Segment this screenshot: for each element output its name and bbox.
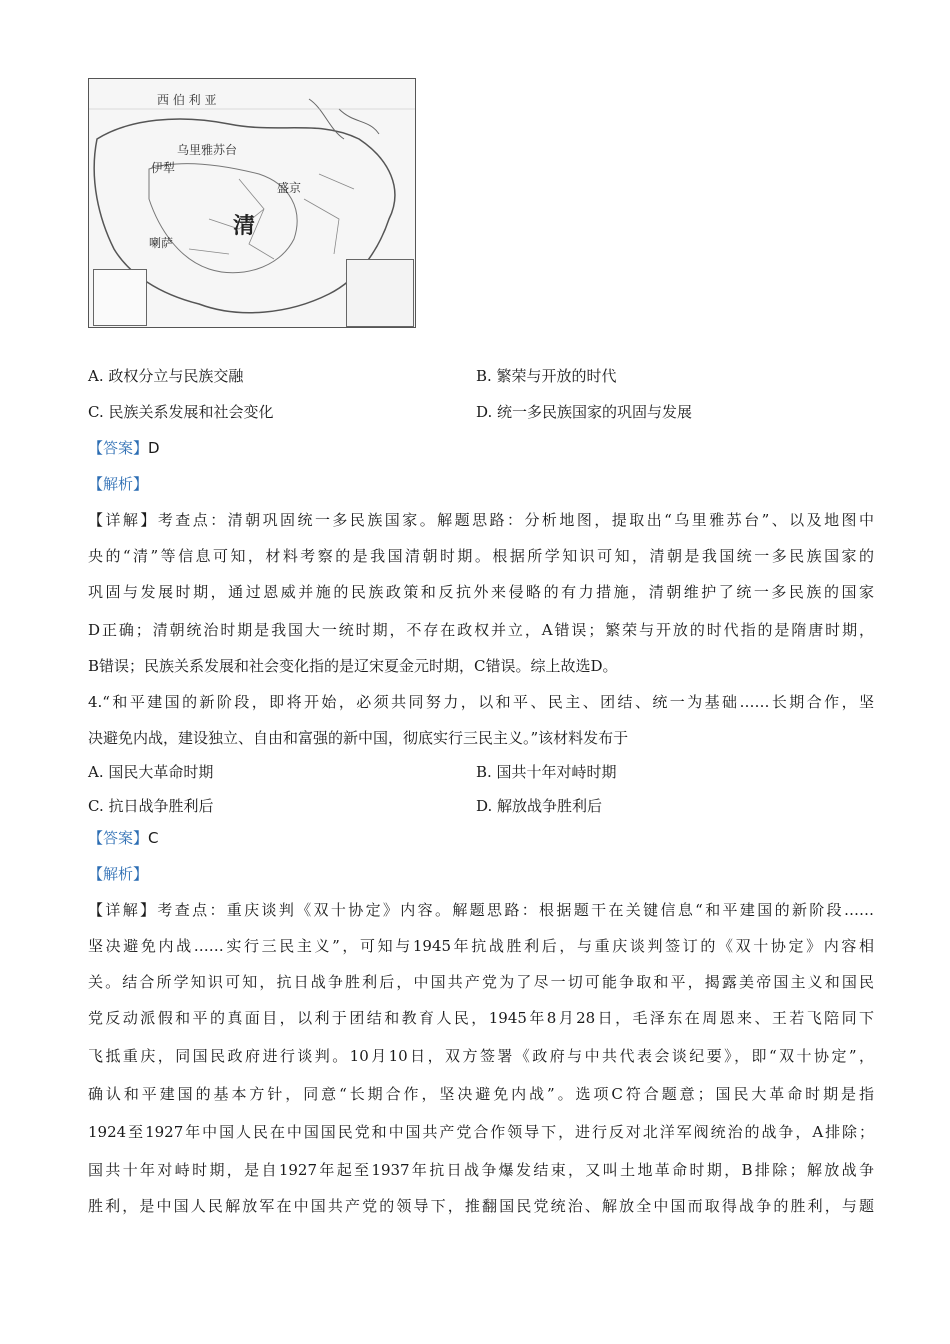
q4-detail-line-2: 坚决避免内战……实行三民主义”，可知与1945年抗战胜利后，与重庆谈判签订的《双十协定》内容相 bbox=[88, 937, 874, 955]
q4-detail-line-1 bbox=[88, 900, 874, 920]
map-label-uliastai: 乌里雅苏台 bbox=[177, 143, 238, 157]
q4-option-c: C. 抗日战争胜利后 bbox=[88, 797, 214, 815]
q3-detail-line-2: 央的“清”等信息可知，材料考察的是我国清朝时期。根据所学知识可知，清朝是我国统一多民族国家的 bbox=[88, 547, 874, 565]
q4-detail-line-3: 关。结合所学知识可知，抗日战争胜利后，中国共产党为了尽一切可能争取和平，揭露美帝国主义和国民 bbox=[88, 973, 874, 991]
q4-detail-line-6: 确认和平建国的基本方针，同意“长期合作，坚决避免内战”。选项C符合题意；国民大革命时期是指 bbox=[88, 1085, 874, 1103]
q3-answer-tag: 【答案】 bbox=[88, 439, 149, 457]
q3-detail-line-4: D正确；清朝统治时期是我国大一统时期，不存在政权并立，A错误；繁荣与开放的时代指的是隋唐时期， bbox=[88, 621, 874, 639]
q4-detail-line-8: 国共十年对峙时期，是自1927年起至1937年抗日战争爆发结束，又叫土地革命时期，B排除；解放战争 bbox=[88, 1161, 874, 1179]
q3-analysis-tag: 【解析】 bbox=[88, 475, 149, 493]
map-label-shengjing: 盛京 bbox=[277, 181, 302, 195]
q3-analysis-heading bbox=[88, 474, 148, 494]
q3-detail-line-3: 巩固与发展时期，通过恩威并施的民族政策和反抗外来侵略的有力措施，清朝维护了统一多民族的国家 bbox=[88, 583, 874, 601]
q3-detail-line-1 bbox=[88, 510, 874, 530]
q4-answer bbox=[88, 828, 159, 848]
q3-detail-text-1: 考查点：清朝巩固统一多民族国家。解题思路：分析地图，提取出“乌里雅苏台”、以及地图中 bbox=[157, 511, 874, 529]
map-label-tibet: 喇萨 bbox=[149, 236, 174, 250]
q3-detail-tag: 【详解】 bbox=[88, 511, 158, 529]
q4-answer-tag: 【答案】 bbox=[88, 829, 149, 847]
q3-answer bbox=[88, 438, 160, 458]
q4-answer-value: C bbox=[148, 829, 159, 847]
q3-option-d: D. 统一多民族国家的巩固与发展 bbox=[476, 403, 693, 421]
q4-stem-line-1: 4.“和平建国的新阶段，即将开始，必须共同努力，以和平、民主、团结、统一为基础……长期合作，坚 bbox=[88, 693, 874, 711]
q4-detail-line-4: 党反动派假和平的真面目，以利于团结和教育人民，1945年8月28日，毛泽东在周恩来、王若飞陪同下 bbox=[88, 1009, 874, 1027]
q3-option-a: A. 政权分立与民族交融 bbox=[88, 367, 244, 385]
map-inset-south-sea bbox=[346, 259, 414, 327]
q3-option-b: B. 繁荣与开放的时代 bbox=[476, 367, 617, 385]
qing-dynasty-map bbox=[88, 78, 416, 328]
q4-detail-line-9: 胜利，是中国人民解放军在中国共产党的领导下，推翻国民党统治、解放全中国而取得战争的胜利，与题 bbox=[88, 1197, 874, 1215]
q4-analysis-heading bbox=[88, 864, 148, 884]
q4-option-d: D. 解放战争胜利后 bbox=[476, 797, 603, 815]
q3-detail-line-5: B错误；民族关系发展和社会变化指的是辽宋夏金元时期，C错误。综上故选D。 bbox=[88, 657, 618, 675]
q4-detail-text-1: 考查点：重庆谈判《双十协定》内容。解题思路：根据题干在关键信息“和平建国的新阶段…… bbox=[157, 901, 874, 919]
q3-option-c: C. 民族关系发展和社会变化 bbox=[88, 403, 274, 421]
q4-analysis-tag: 【解析】 bbox=[88, 865, 149, 883]
q4-stem-line-2: 决避免内战，建设独立、自由和富强的新中国，彻底实行三民主义。”该材料发布于 bbox=[88, 729, 629, 747]
map-label-siberia: 西 伯 利 亚 bbox=[157, 93, 217, 107]
q4-detail-line-7: 1924至1927年中国人民在中国国民党和中国共产党合作领导下，进行反对北洋军阀统治的战争，A排除； bbox=[88, 1123, 874, 1141]
map-legend bbox=[93, 269, 147, 326]
q3-answer-value: D bbox=[148, 439, 160, 457]
q4-detail-line-5: 飞抵重庆，同国民政府进行谈判。10月10日，双方签署《政府与中共代表会谈纪要》，即“双十协定”， bbox=[88, 1047, 874, 1065]
map-label-qing: 清 bbox=[233, 213, 256, 239]
map-label-ili: 伊犁 bbox=[151, 161, 176, 175]
q4-detail-tag: 【详解】 bbox=[88, 901, 158, 919]
q4-option-a: A. 国民大革命时期 bbox=[88, 763, 214, 781]
q4-option-b: B. 国共十年对峙时期 bbox=[476, 763, 617, 781]
